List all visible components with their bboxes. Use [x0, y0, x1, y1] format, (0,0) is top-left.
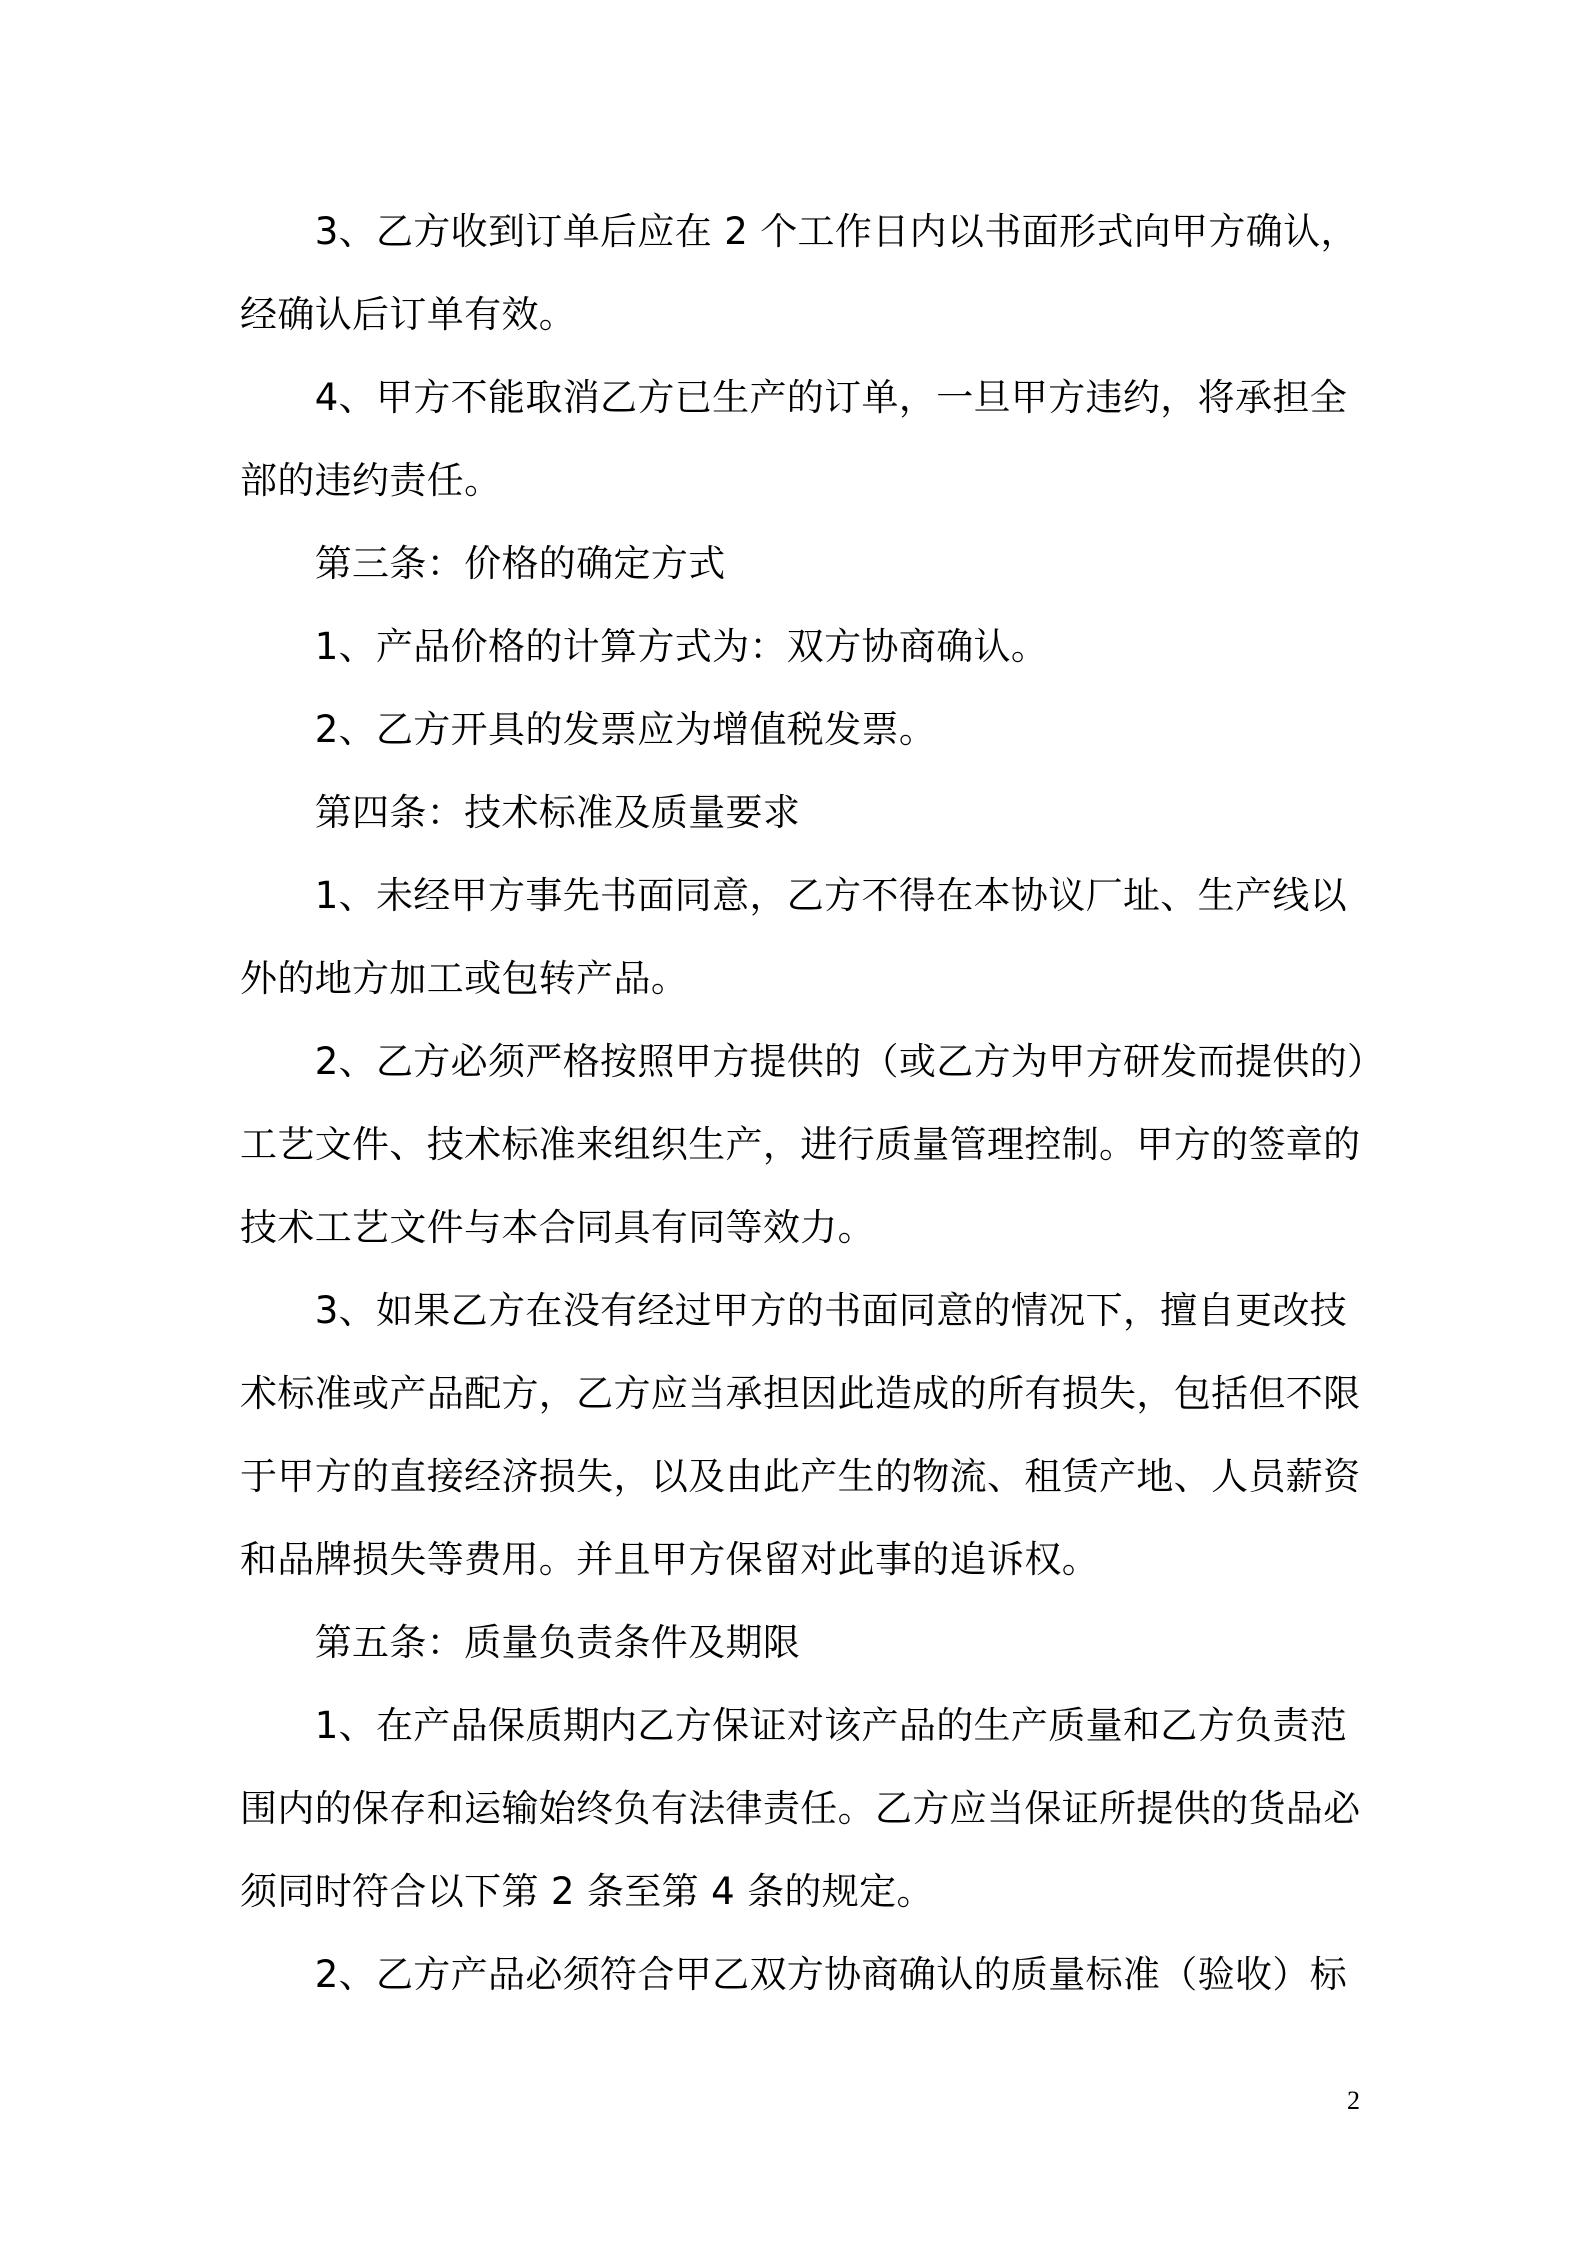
text-line: 围内的保存和运输始终负有法律责任。乙方应当保证所提供的货品必 [240, 1787, 1361, 1830]
text-line: 4、甲方不能取消乙方已生产的订单，一旦甲方违约，将承担全 [240, 376, 1348, 419]
text-line: 1、未经甲方事先书面同意，乙方不得在本协议厂址、生产线以 [240, 874, 1348, 917]
text-line: 经确认后订单有效。 [240, 293, 577, 336]
text-line: 于甲方的直接经济损失，以及由此产生的物流、租赁产地、人员薪资 [240, 1455, 1361, 1498]
text-line: 3、乙方收到订单后应在 2 个工作日内以书面形式向甲方确认， [240, 210, 1358, 253]
page-number: 2 [1347, 2086, 1360, 2115]
text-line: 2、乙方必须严格按照甲方提供的（或乙方为甲方研发而提供的） [240, 1040, 1385, 1083]
text-line: 工艺文件、技术标准来组织生产，进行质量管理控制。甲方的签章的 [240, 1123, 1361, 1166]
text-line: 外的地方加工或包转产品。 [240, 957, 689, 1000]
text-line: 部的违约责任。 [240, 459, 502, 502]
text-line: 2、乙方产品必须符合甲乙双方协商确认的质量标准（验收）标 [240, 1953, 1348, 1996]
section-heading: 第五条：质量负责条件及期限 [240, 1621, 801, 1664]
text-line: 术标准或产品配方，乙方应当承担因此造成的所有损失，包括但不限 [240, 1372, 1361, 1415]
text-line: 1、产品价格的计算方式为：双方协商确认。 [240, 625, 1049, 668]
text-line: 3、如果乙方在没有经过甲方的书面同意的情况下，擅自更改技 [240, 1289, 1348, 1332]
section-heading: 第四条：技术标准及质量要求 [240, 791, 801, 834]
text-line: 技术工艺文件与本合同具有同等效力。 [240, 1206, 875, 1249]
text-line: 1、在产品保质期内乙方保证对该产品的生产质量和乙方负责范 [240, 1704, 1348, 1747]
text-line: 须同时符合以下第 2 条至第 4 条的规定。 [240, 1870, 934, 1913]
section-heading: 第三条：价格的确定方式 [240, 542, 726, 585]
text-line: 和品牌损失等费用。并且甲方保留对此事的追诉权。 [240, 1538, 1100, 1581]
text-line: 2、乙方开具的发票应为增值税发票。 [240, 708, 937, 751]
